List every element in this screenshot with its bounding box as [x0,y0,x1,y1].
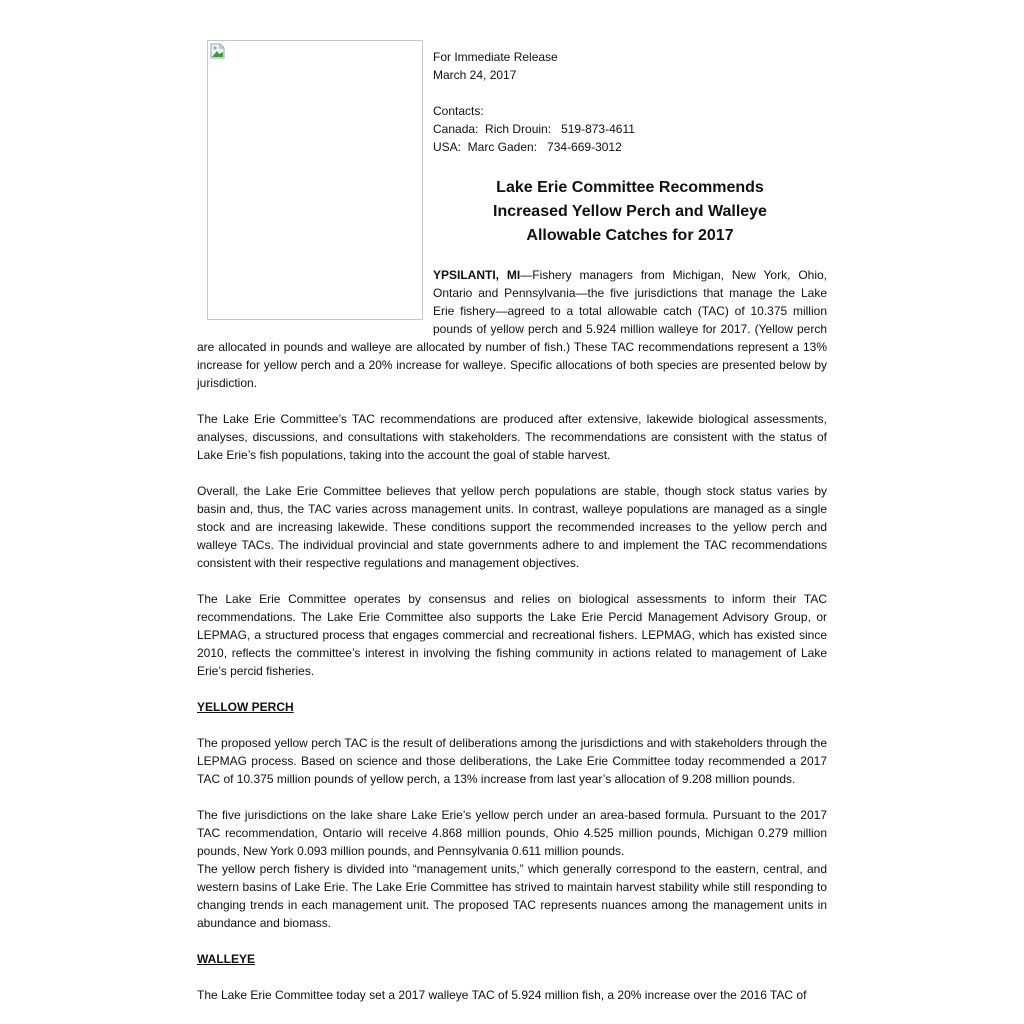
press-release-page [197,40,827,1022]
yellow-perch-paragraph: The five jurisdictions on the lake share Lake Erie’s yellow perch under an area-based formula. Pursuant to the 2017 TAC recommendation, Ontario will receive 4.868 million pounds, Ohio 4.525 million pounds, Michigan 0.279 million pounds, New York 0.093 million pounds, and Pennsylvania 0.611 million pounds. [197,808,827,858]
yellow-perch-paragraph: The proposed yellow perch TAC is the result of deliberations among the jurisdictions and with stakeholders through the LEPMAG process. Based on science and those deliberations, the Lake Erie Committee today recommended a 2017 TAC of 10.375 million pounds of yellow perch, a 13% increase from last year’s allocation of 9.208 million pounds. [197,736,827,786]
dateline: YPSILANTI, MI [433,268,521,282]
contact-canada: Canada: Rich Drouin: 519-873-4611 [433,122,635,136]
lead-text: —Fishery managers from Michigan, New York, Ohio, Ontario and Pennsylvania—the five jurisdictions that manage the Lake Erie fishery—agreed to a total allowable catch (TAC) of 10.375 million pounds of yellow perch and 5.924 million walleye for 2017. (Yellow perch are allocated in pounds and walleye are allocated by number of fish.) These TAC recommendations represent a 13% increase for yellow perch and a 20% increase for walleye. Specific allocations of both species are presented below by jurisdiction. [197,268,827,390]
section-heading-walleye: WALLEYE [197,952,256,966]
release-date: March 24, 2017 [433,68,517,82]
broken-image-icon [210,43,226,59]
title-line: Increased Yellow Perch and Walleye [493,203,767,220]
section-heading-yellow-perch: YELLOW PERCH [197,700,294,714]
yellow-perch-paragraph: The yellow perch fishery is divided into “management units,” which generally correspond to the eastern, central, and western basins of Lake Erie. The Lake Erie Committee has strived to maintain harvest stability while still responding to changing trends in each management unit. The proposed TAC represents nuances among the management units in abundance and biomass. [197,862,827,930]
title-line: Allowable Catches for 2017 [526,227,734,244]
body-paragraph: Overall, the Lake Erie Committee believes that yellow perch populations are stable, though stock status varies by basin and, thus, the TAC varies across management units. In contrast, walleye populations are managed as a single stock and are increasing lakewide. These conditions support the recommended increases to the yellow perch and walleye TACs. The individual provincial and state governments adhere to and implement the TAC recommendations consistent with their respective regulations and management objectives. [197,484,827,570]
release-label: For Immediate Release [433,50,558,64]
contact-usa: USA: Marc Gaden: 734-669-3012 [433,140,622,154]
logo-image-placeholder [207,40,423,320]
body-paragraph: The Lake Erie Committee operates by consensus and relies on biological assessments to inform their TAC recommendations. The Lake Erie Committee also supports the Lake Erie Percid Management Advisory Group, or LEPMAG, a structured process that engages commercial and recreational fishers. LEPMAG, which has existed since 2010, reflects the committee’s interest in involving the fishing community in actions related to management of Lake Erie’s percid fisheries. [197,592,827,678]
body-paragraph: The Lake Erie Committee’s TAC recommendations are produced after extensive, lakewide biological assessments, analyses, discussions, and consultations with stakeholders. The recommendations are consistent with the status of Lake Erie’s fish populations, taking into the account the goal of stable harvest. [197,412,827,462]
walleye-paragraph: The Lake Erie Committee today set a 2017 walleye TAC of 5.924 million fish, a 20% increase over the 2016 TAC of [197,988,807,1002]
title-line: Lake Erie Committee Recommends [496,179,764,196]
contacts-label: Contacts: [433,104,484,118]
